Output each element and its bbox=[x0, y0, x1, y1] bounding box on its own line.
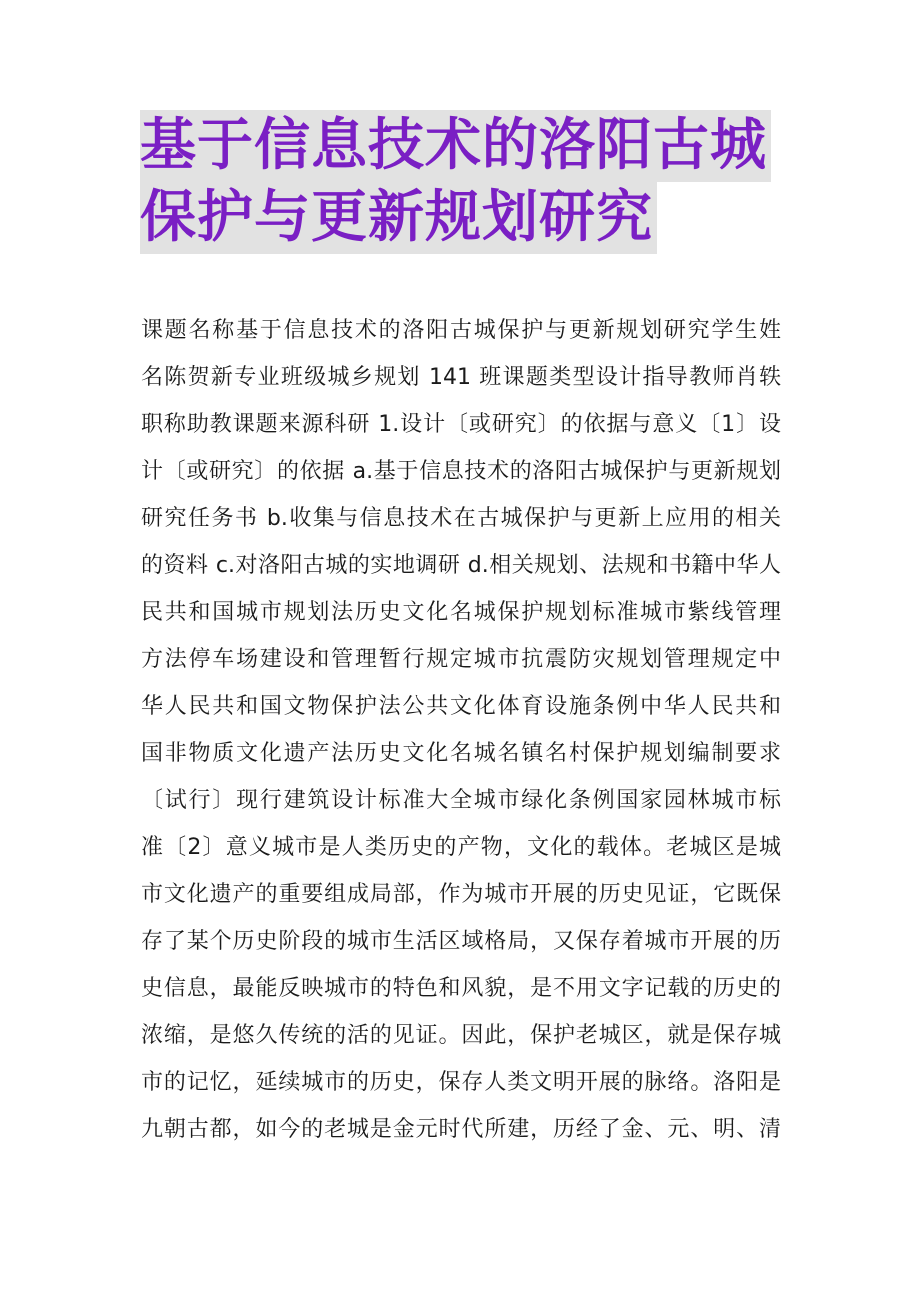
document-title bbox=[140, 110, 790, 254]
title-line-1: 基于信息技术的洛阳古城 bbox=[140, 110, 771, 182]
body-line-9: 华人民共和国文物保护法公共文化体育设施条例中华人民共和 bbox=[141, 694, 781, 719]
body-line-2: 名陈贺新专业班级城乡规划 141 班课题类型设计指导教师肖轶 bbox=[141, 365, 781, 390]
body-line-1: 课题名称基于信息技术的洛阳古城保护与更新规划研究学生姓 bbox=[141, 318, 781, 343]
body-line-6: 的资料 c.对洛阳古城的实地调研 d.相关规划、法规和书籍中华人 bbox=[141, 553, 781, 578]
body-paragraph bbox=[141, 307, 781, 1153]
title-line-2: 保护与更新规划研究 bbox=[140, 182, 657, 254]
body-line-8: 方法停车场建设和管理暂行规定城市抗震防灾规划管理规定中 bbox=[141, 647, 781, 672]
body-line-3: 职称助教课题来源科研 1.设计〔或研究〕的依据与意义〔1〕设 bbox=[141, 412, 781, 437]
body-line-16: 浓缩，是悠久传统的活的见证。因此，保护老城区，就是保存城 bbox=[141, 1023, 781, 1048]
body-line-10: 国非物质文化遗产法历史文化名城名镇名村保护规划编制要求 bbox=[141, 741, 781, 766]
body-line-4: 计〔或研究〕的依据 a.基于信息技术的洛阳古城保护与更新规划 bbox=[141, 459, 781, 484]
body-line-13: 市文化遗产的重要组成局部，作为城市开展的历史见证，它既保 bbox=[141, 882, 781, 907]
body-line-14: 存了某个历史阶段的城市生活区域格局，又保存着城市开展的历 bbox=[141, 929, 781, 954]
body-line-5: 研究任务书 b.收集与信息技术在古城保护与更新上应用的相关 bbox=[141, 506, 781, 531]
body-line-15: 史信息，最能反映城市的特色和风貌，是不用文字记载的历史的 bbox=[141, 976, 781, 1001]
body-line-7: 民共和国城市规划法历史文化名城保护规划标准城市紫线管理 bbox=[141, 600, 781, 625]
body-line-12: 准〔2〕意义城市是人类历史的产物，文化的载体。老城区是城 bbox=[141, 835, 781, 860]
body-line-17: 市的记忆，延续城市的历史，保存人类文明开展的脉络。洛阳是 bbox=[141, 1070, 781, 1095]
body-line-18: 九朝古都，如今的老城是金元时代所建，历经了金、元、明、清 bbox=[141, 1117, 781, 1142]
body-line-11: 〔试行〕现行建筑设计标准大全城市绿化条例国家园林城市标 bbox=[141, 788, 781, 813]
